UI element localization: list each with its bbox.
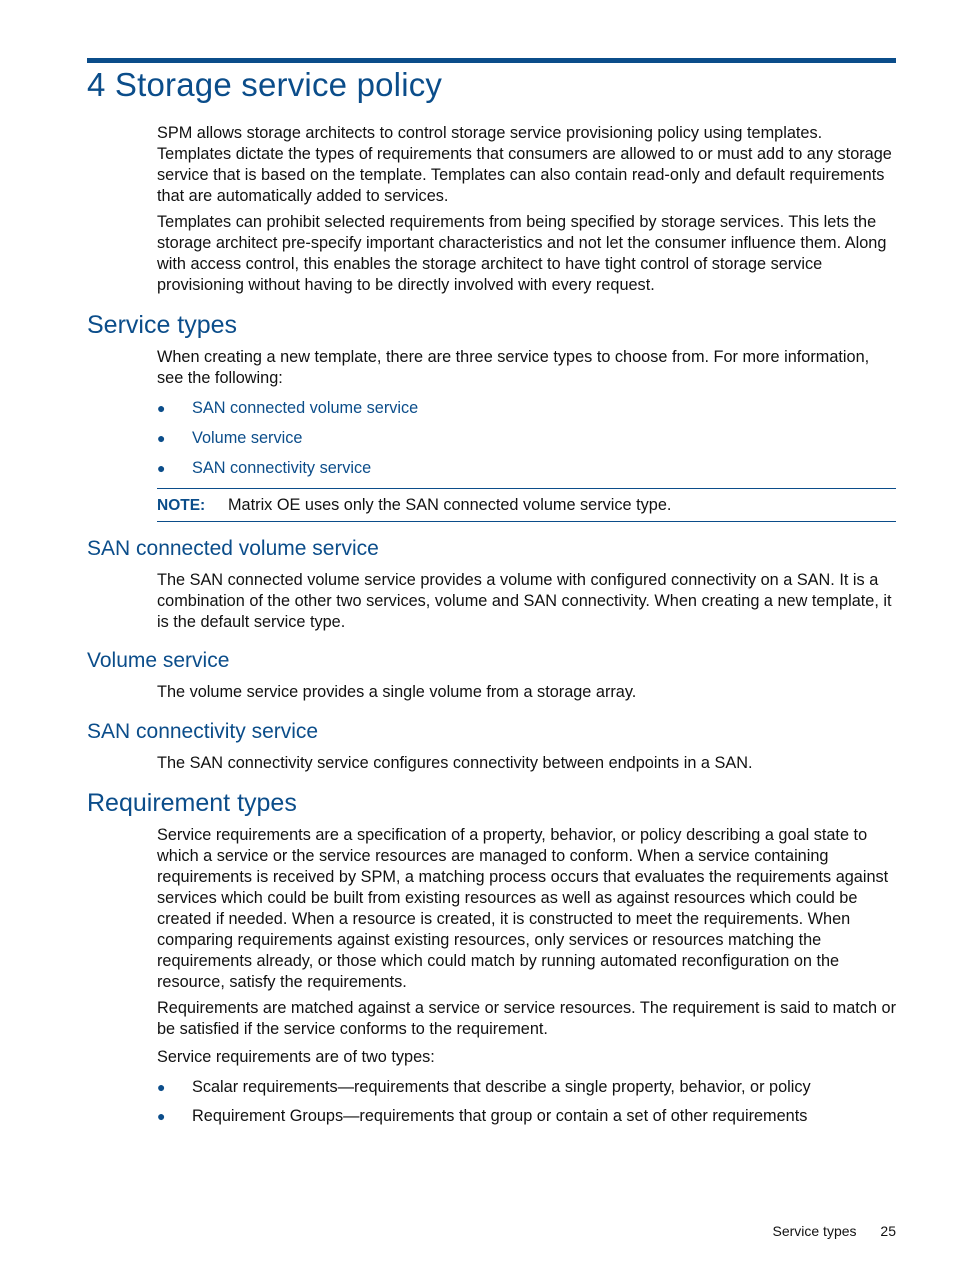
san-connected-description: The SAN connected volume service provides a volume with configured connectivity on a SAN. It is a combination of the other two services, volume and SAN connectivity. When creating a new template, it is the default service type. [157, 571, 892, 631]
bullet-icon: ● [157, 1108, 166, 1124]
chapter-intro-paragraph-2: Templates can prohibit selected requirements from being specified by storage services. This lets the storage architect pre-specify important characteristics and not let the consumer influence them. Along with access control, this enables the storage architect to have tight control of storage service provisioning without having to be directly involved with every request. [157, 213, 887, 294]
san-connectivity-description: The SAN connectivity service configures connectivity between endpoints in a SAN. [157, 754, 753, 772]
heading-service-types: Service types [87, 311, 238, 339]
chapter-top-rule [87, 58, 896, 63]
link-san-connectivity-service[interactable]: SAN connectivity service [192, 459, 372, 477]
list-item [157, 428, 897, 449]
requirement-types-paragraph-2: Requirements are matched against a service or service resources. The requirement is said to match or be satisfied if the service conforms to the requirement. [157, 999, 897, 1038]
chapter-title: 4 Storage service policy [87, 66, 443, 103]
heading-volume-service: Volume service [87, 649, 230, 672]
requirement-types-paragraph-1: Service requirements are a specification of a property, behavior, or policy describing a goal state to which a service or the service resources are managed to conform. When a service containing requirements is received by SPM, a matching process occurs that evaluates the requirements against services which could be built from existing resources as well as against resources which could be created if needed. When a resource is created, it is constructed to meet the requirements. When comparing requirements against existing resources, only services or resources matching the requirements already, or those which could match by running automated reconfiguration on the resource, satisfy the requirements. [157, 826, 889, 991]
list-item [157, 398, 897, 419]
note-text: Matrix OE uses only the SAN connected volume service type. [228, 496, 672, 514]
page-number: 25 [880, 1223, 896, 1239]
link-volume-service[interactable]: Volume service [192, 429, 303, 447]
bullet-icon: ● [157, 460, 166, 476]
bullet-text-groups: Requirement Groups—requirements that group or contain a set of other requirements [192, 1107, 808, 1125]
heading-requirement-types: Requirement types [87, 789, 297, 817]
list-item [157, 1106, 897, 1127]
note-label: NOTE: [157, 497, 206, 514]
service-types-link-list [157, 398, 897, 479]
heading-san-connected-volume-service: SAN connected volume service [87, 537, 379, 560]
list-item [157, 458, 897, 479]
footer-section-title: Service types [772, 1223, 857, 1239]
bullet-text-scalar: Scalar requirements—requirements that describe a single property, behavior, or policy [192, 1078, 811, 1096]
link-san-connected-volume-service[interactable]: SAN connected volume service [192, 399, 419, 417]
heading-san-connectivity-service: SAN connectivity service [87, 720, 319, 743]
page-footer [772, 1223, 896, 1239]
volume-description: The volume service provides a single volume from a storage array. [157, 683, 637, 701]
list-item [157, 1077, 897, 1098]
bullet-icon: ● [157, 1079, 166, 1095]
bullet-icon: ● [157, 430, 166, 446]
bullet-icon: ● [157, 400, 166, 416]
service-types-intro: When creating a new template, there are three service types to choose from. For more information, see the following: [157, 348, 870, 387]
requirement-types-list [157, 1077, 897, 1127]
requirement-types-paragraph-3: Service requirements are of two types: [157, 1048, 435, 1066]
note-box [157, 488, 896, 522]
chapter-intro-paragraph-1: SPM allows storage architects to control storage service provisioning policy using templates. Templates dictate the types of requirements that consumers are allowed to or must add to any storage service that is based on the template. Templates can also contain read-only and default requirements that are automatically added to services. [157, 124, 892, 205]
